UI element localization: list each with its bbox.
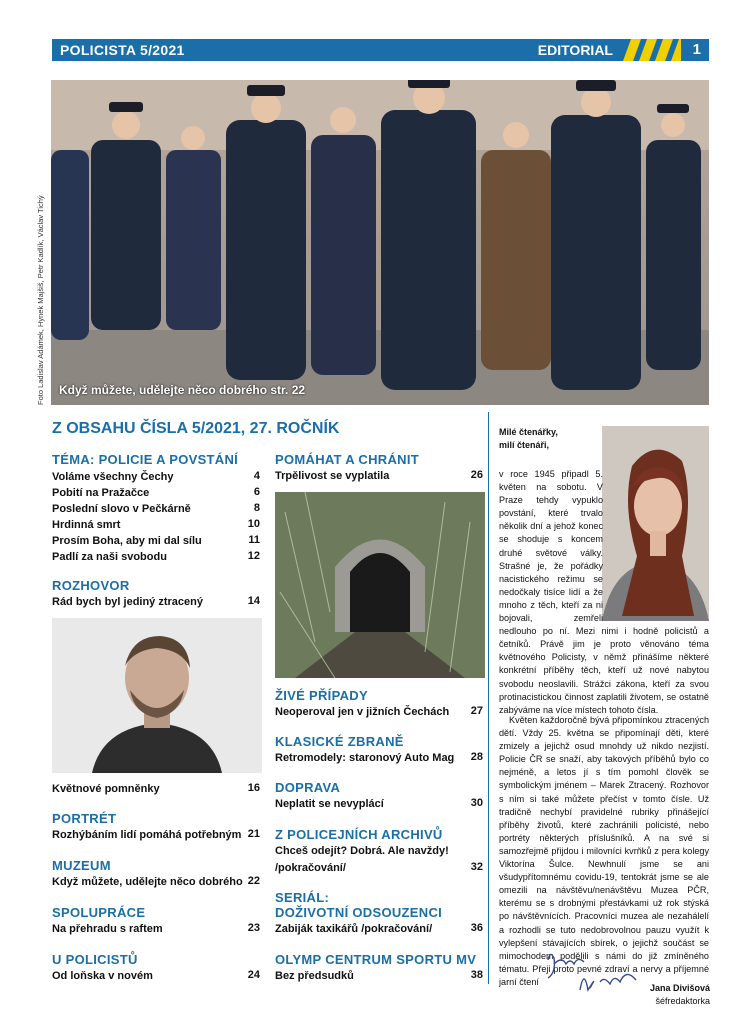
- toc-section-muzeum: MUZEUM: [52, 858, 111, 873]
- page-number: 1: [692, 41, 701, 58]
- toc-page: 8: [253, 502, 260, 514]
- toc-section-zive-pripady: ŽIVÉ PŘÍPADY: [275, 688, 368, 703]
- editor-name: Jana Divišová: [649, 983, 710, 993]
- toc-page: 10: [247, 518, 260, 530]
- toc-item[interactable]: Poslední slovo v Pečkárně: [52, 503, 191, 515]
- editorial-salutation-1: Milé čtenářky,: [499, 427, 558, 437]
- toc-section-serial: SERIÁL:: [275, 890, 330, 905]
- toc-item[interactable]: Neplatit se nevyplácí: [275, 798, 384, 810]
- toc-section-spoluprace: SPOLUPRÁCE: [52, 905, 146, 920]
- toc-title: Z OBSAHU ČÍSLA 5/2021, 27. ROČNÍK: [52, 420, 340, 437]
- portrait-man-illustration: [52, 618, 262, 773]
- toc-item[interactable]: Retromodely: staronový Auto Mag: [275, 752, 455, 764]
- hero-caption: Když můžete, udělejte něco dobrého str. 22: [59, 383, 306, 397]
- toc-item[interactable]: Neoperoval jen v jižních Čechách: [275, 706, 450, 718]
- editor-role: šéfredaktorka: [655, 996, 710, 1006]
- toc-section-portret: PORTRÉT: [52, 811, 117, 826]
- toc-page: 23: [247, 922, 260, 934]
- toc-item-continued[interactable]: /pokračování/: [275, 862, 346, 874]
- page-header: [52, 39, 709, 61]
- editorial-paragraph-2: Květen každoročně bývá připomínkou ztracených dětí. Vždy 25. května se připomínají děti, které zmizely a jejichž osud mnohdy už nikdo nezjistí. Policie ČR se snaží, aby takových příběhů bylo co nejméně, a letos jí s tím pomohl člověk se symbolickým jménem – Marek Ztracený. Rozhovor s ním si také můžete přečíst v tomto čísle. Už tradičně nechybí pravidelné rubriky přinášející příběhy životů, které zachránili policisté, nebo portréty některých příslušníků. A na své si samozřejmě přijdou i milovníci kvrňků z pera kolegy Viktorína Šulce. Newhnulí jsme se ani všudypřítomnému covidu-19, tentokrát jsme se ale omezili na návštěvu/nenávštěvu Muzea PČR, kterému se s drobnými přestávkami už rok stýská po návštěvnících. Pracovníci muzea ale nezahálelí a rozhodli se tuto nedobrovolnou pauzu využít k vylepšení stávajících sbírek, o jejichž součást se mimochodem podělili s námi do již zmíněného tématu. Přeji proto pevné zdraví a nervy a příjemné jarní čtení: [499, 715, 709, 987]
- portrait-man-photo: [52, 618, 262, 773]
- header-stripes: [617, 39, 681, 61]
- photo-credit: Foto Ladislav Adámek, Hynek Majšiš, Petr Kadlík, Václav Tichý: [36, 195, 45, 405]
- toc-section-olymp: OLYMP CENTRUM SPORTU MV: [275, 952, 477, 967]
- toc-page: 12: [247, 550, 260, 562]
- toc-page: 27: [470, 705, 483, 717]
- toc-item[interactable]: Rád bych byl jediný ztracený: [52, 596, 203, 608]
- toc-page: 16: [247, 782, 260, 794]
- toc-page: 24: [247, 969, 260, 981]
- toc-item[interactable]: Prosím Boha, aby mi dal sílu: [52, 535, 202, 547]
- toc-item[interactable]: Hrdinná smrt: [52, 519, 121, 531]
- toc-item[interactable]: Voláme všechny Čechy: [52, 471, 174, 483]
- toc-item[interactable]: Pobití na Pražačce: [52, 487, 150, 499]
- section-label: EDITORIAL: [537, 42, 613, 58]
- editorial-paragraph-1: v roce 1945 připadl 5. květen na sobotu. V Praze tehdy vypuklo povstání, které trvalo několik dní a jehož konec se shoduje s koncem druhé světové války. Strašné je, že pořádky nacistického režimu se nedočkaly tisíce lidí a že mnoho z těch, kteří za ni bojovali, zemřeli nedlouho po ní. Mezi nimi i hodně policistů a četníků. Právě jim je proto věnováno téma květnového Policisty, v němž přinášíme některé konkrétní příběhy těch, kteří už nové nabytou svobodu neoslavili. Strážci zákona, kteří za svou protinacistickou činnost zaplatili životem, se ostatně zabýváme na více místech tohoto čísla.: [499, 469, 709, 715]
- tunnel-illustration: [275, 492, 485, 678]
- toc-page: 36: [470, 922, 483, 934]
- toc-page: 38: [470, 969, 483, 981]
- toc-item[interactable]: Květnové pomněnky: [52, 783, 160, 795]
- hero-illustration: [51, 80, 709, 405]
- toc-page: 21: [247, 828, 260, 840]
- toc-item[interactable]: Bez předsudků: [275, 970, 354, 982]
- toc-page: 26: [470, 469, 483, 481]
- toc-section-tema: TÉMA: POLICIE A POVSTÁNÍ: [52, 452, 239, 467]
- toc-page: 32: [470, 861, 483, 873]
- toc-page: 6: [253, 486, 260, 498]
- tunnel-photo: [275, 492, 485, 678]
- toc-item[interactable]: Chceš odejít? Dobrá. Ale navždy!: [275, 845, 449, 857]
- toc-item[interactable]: Padlí za naši svobodu: [52, 551, 167, 563]
- toc-section-doprava: DOPRAVA: [275, 780, 341, 795]
- toc-section-klasicke-zbrane: KLASICKÉ ZBRANĚ: [275, 734, 404, 749]
- toc-item[interactable]: Na přehradu s raftem: [52, 923, 163, 935]
- toc-item[interactable]: Trpělivost se vyplatila: [275, 470, 390, 482]
- toc-section-pomahat: POMÁHAT A CHRÁNIT: [275, 452, 419, 467]
- toc-item[interactable]: Zabiják taxikářů /pokračování/: [275, 923, 433, 935]
- toc-section-u-policistu: U POLICISTŮ: [52, 952, 138, 967]
- magazine-title: POLICISTA 5/2021: [60, 42, 185, 58]
- toc-item[interactable]: Když můžete, udělejte něco dobrého: [52, 876, 243, 888]
- toc-section-rozhovor: ROZHOVOR: [52, 578, 130, 593]
- toc-item[interactable]: Rozhýbáním lidí pomáhá potřebným: [52, 829, 242, 841]
- toc-page: 11: [248, 534, 260, 546]
- hero-photo: [51, 80, 709, 405]
- toc-page: 22: [247, 875, 260, 887]
- toc-item[interactable]: Od loňska v novém: [52, 970, 153, 982]
- toc-section-archivy: Z POLICEJNÍCH ARCHIVŮ: [275, 827, 443, 842]
- toc-page: 30: [470, 797, 483, 809]
- toc-page: 14: [247, 595, 260, 607]
- toc-page: 28: [470, 751, 483, 763]
- column-divider: [488, 412, 489, 984]
- toc-page: 4: [253, 470, 260, 482]
- toc-section-serial-sub: DOŽIVOTNÍ ODSOUZENCI: [275, 905, 443, 920]
- editorial-salutation-2: milí čtenáři,: [499, 440, 550, 450]
